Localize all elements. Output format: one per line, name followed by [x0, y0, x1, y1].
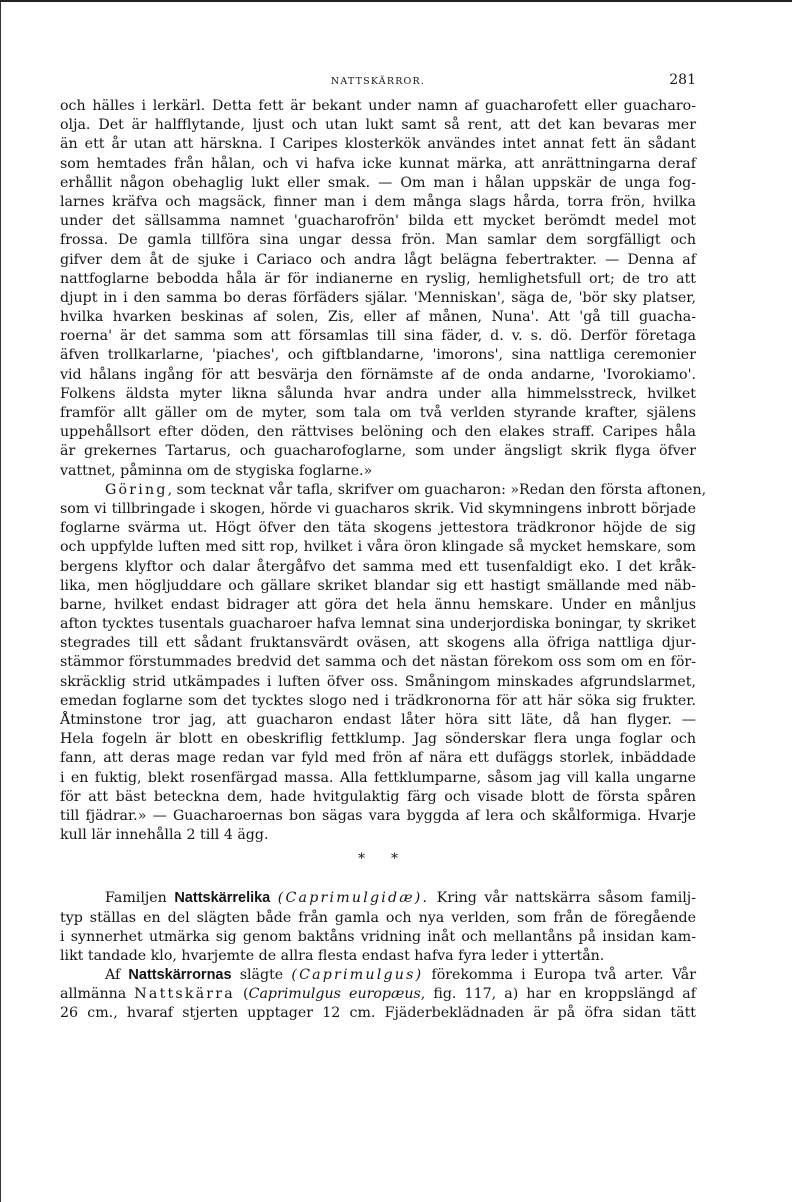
text-line: foglarne svärma ut. Högt öfver den täta skogens jettestora trädkronor höjde de sig — [60, 520, 696, 537]
text-line: under det sällsamma namnet 'guacharofrön' bilda ett mycket berömdt medel mot — [60, 213, 696, 230]
text-span: Familjen — [105, 890, 175, 907]
asterisk: * — [391, 851, 398, 868]
text-line: likt tandade klo, hvarjemte de allra flesta endast hafva fyra leder i yttertån. — [60, 947, 605, 964]
text-line: uppehållsort efter döden, den rättvises belöning och den elakes straff. Caripes håla — [60, 424, 696, 441]
text-line: är grekernes Tartarus, och guacharofoglarne, som under ängsligt skrik flyga öfver — [60, 443, 696, 460]
text-span: , fig. 117, a) har en kroppslängd af — [420, 986, 696, 1003]
text-span: Kring vår nattskärra såsom familj- — [429, 890, 697, 907]
text-line: stämmor förstummades bredvid det samma och det nästan förekom oss som om en för- — [60, 654, 696, 671]
text-line — [60, 889, 696, 908]
text-span: allmänna — [60, 986, 135, 1003]
text-line: 26 cm., hvaraf stjerten upptager 12 cm. Fjäderbeklädnaden är på öfra sidan tätt — [60, 1005, 696, 1022]
genus-latin: (Caprimulgus) — [291, 967, 424, 984]
species-name: Nattskärra — [134, 986, 235, 1003]
text-line: framför allt gäller om de myter, som tala om två verlden styrande krafter, själens — [60, 405, 696, 421]
text-line — [60, 966, 696, 985]
text-line: vattnet, påminna om de stygiska foglarne.» — [60, 462, 373, 479]
asterisk: * — [358, 851, 365, 868]
species-latin: Caprimulgus europæus — [248, 986, 421, 1003]
text-line: än ett år utan att härskna. I Caripes klosterkök användes intet annat fett än sådant — [60, 136, 696, 153]
paragraph-2 — [60, 481, 707, 846]
family-name: Nattskärrelika — [174, 890, 271, 907]
text-line: gifver dem åt de sjuke i Cariaco och andra lågt belägna febertrakter. — Denna af — [60, 251, 696, 268]
text-line — [60, 481, 707, 500]
text-line: afton tycktes tusentals guacharoer hafva lemnat sina underjordiska boningar, ty skriket — [60, 616, 696, 633]
text-line: fann, att deras mage redan var fyld med frön af nära ett dufäggs storlek, inbäddade — [60, 750, 696, 767]
text-line: äfven trollkarlarne, 'piaches', och giftblandarne, 'imorons', sina nattliga ceremonier — [60, 347, 696, 364]
text-line: olja. Det är halfflytande, ljust och utan lukt samt så rent, att det kan bevaras mer — [60, 117, 696, 134]
author-name: Göring — [105, 481, 168, 498]
text-line: kull lär innehålla 2 till 4 ägg. — [60, 827, 269, 844]
latin-name: (Caprimulgidæ). — [277, 890, 430, 907]
text-line: vid hålans ingång för att besvärja den förnämste af de onda andarne, 'Ivorokiamo'. — [60, 366, 696, 383]
text-line: till fjädrar.» — Guacharoernas bon sägas vara byggda af lera och skålformiga. Hvarje — [60, 807, 696, 824]
running-head — [60, 72, 696, 92]
section-separator — [60, 845, 696, 889]
running-title: NATTSKÄRROR. — [330, 76, 426, 87]
text-line: och uppfylde luften med sitt rop, hvilket i våra öron klingade så mycket hemskare, som — [60, 539, 696, 556]
text-line: larnes kräfva och magsäck, finner man i dem många slags hårda, torra frön, hvilka — [60, 193, 696, 210]
text-line: för att bäst beteckna dem, hade hvitgulaktig färg och visade blott de första spåren — [60, 788, 696, 805]
text-line: som hemtades från hålan, och vi hafva icke kunnat märka, att anrättningarna deraf — [60, 155, 696, 172]
text-line — [60, 985, 696, 1004]
text-line: stegrades till ett sådant fruktansvärdt oväsen, att skogens alla öfriga nattliga djur- — [60, 635, 696, 652]
text-line: och hälles i lerkärl. Detta fett är bekant under namn af guacharofett eller guacharo- — [60, 98, 696, 114]
text-line: Åtminstone tror jag, att guacharon endast låter höra sitt läte, då han flyger. — — [60, 712, 696, 728]
paragraph-1 — [60, 97, 696, 481]
text-line: i synnerhet utmärka sig genom baktåns vridning inåt och mellantåns på insidan kam- — [60, 928, 696, 945]
paragraph-3 — [60, 889, 696, 966]
text-line: Folkens äldsta myter likna sålunda hvar andra under alla himmelsstreck, hvilket — [60, 385, 696, 402]
text-line: djupt in i den samma bo deras förfäders själar. 'Menniskan', säga de, 'bör sky platser, — [60, 289, 696, 306]
genus-name: Nattskärrornas — [128, 967, 232, 984]
text-line: lika, men högljuddare och gällare skriket blandar sig ett hastigt smällande med näb- — [60, 577, 696, 594]
text-line: nattfoglarne bebodda håla är för indianerne en ryslig, hemlighetsfull ort; de tro att — [60, 270, 696, 287]
page-number: 281 — [669, 72, 696, 88]
text-span: , som tecknat vår tafla, skrifver om guacharon: »Redan den första aftonen, — [167, 481, 707, 498]
text-span: slägte — [231, 967, 292, 984]
text-line: bergens klyftor och dalar återgåfvo det samma med ett tusenfaldigt eko. I det kråk- — [60, 558, 696, 575]
text-line: barne, hvilket endast bidrager att göra det hela ännu hemskare. Under en månljus — [60, 596, 696, 613]
paragraph-4 — [60, 966, 696, 1024]
text-line: typ ställas en del slägten både från gamla och nya verlden, som från de föregående — [60, 909, 696, 926]
text-line: skräcklig strid utkämpades i luften öfver oss. Småningom minskades afgrundslarmet, — [60, 673, 696, 690]
text-line: i en fuktig, blekt rosenfärgad massa. Alla fettklumparne, såsom jag vill kalla ungarne — [60, 769, 696, 786]
text-line: roerna' är det samma som att församlas till sina fäder, d. v. s. dö. Derför företaga — [60, 328, 696, 345]
text-line: frossa. De gamla tillföra sina ungar dessa frön. Man samlar dem sorgfälligt och — [60, 232, 696, 249]
text-span: Af — [105, 967, 129, 984]
text-line: hvilka hvarken beskinas af solen, Zis, eller af månen, Nuna'. Att 'gå till guacha- — [60, 309, 696, 326]
text-span: ( — [234, 986, 249, 1003]
text-line: erhållit någon obehaglig lukt eller smak. — Om man i hålan uppskär de unga fog- — [60, 174, 696, 191]
text-span: förekomma i Europa två arter. Vår — [423, 967, 697, 984]
body-text — [60, 97, 707, 1024]
text-line: som vi tillbringade i skogen, hörde vi guacharos skrik. Vid skymningens inbrott började — [60, 500, 696, 517]
text-line: Hela fogeln är blott en obeskriflig fettklump. Jag sönderskar flera unga foglar och — [60, 731, 696, 748]
text-line: emedan foglarne som det tycktes slogo ned i trädkronorna för att här söka sig frukter. — [60, 692, 696, 709]
